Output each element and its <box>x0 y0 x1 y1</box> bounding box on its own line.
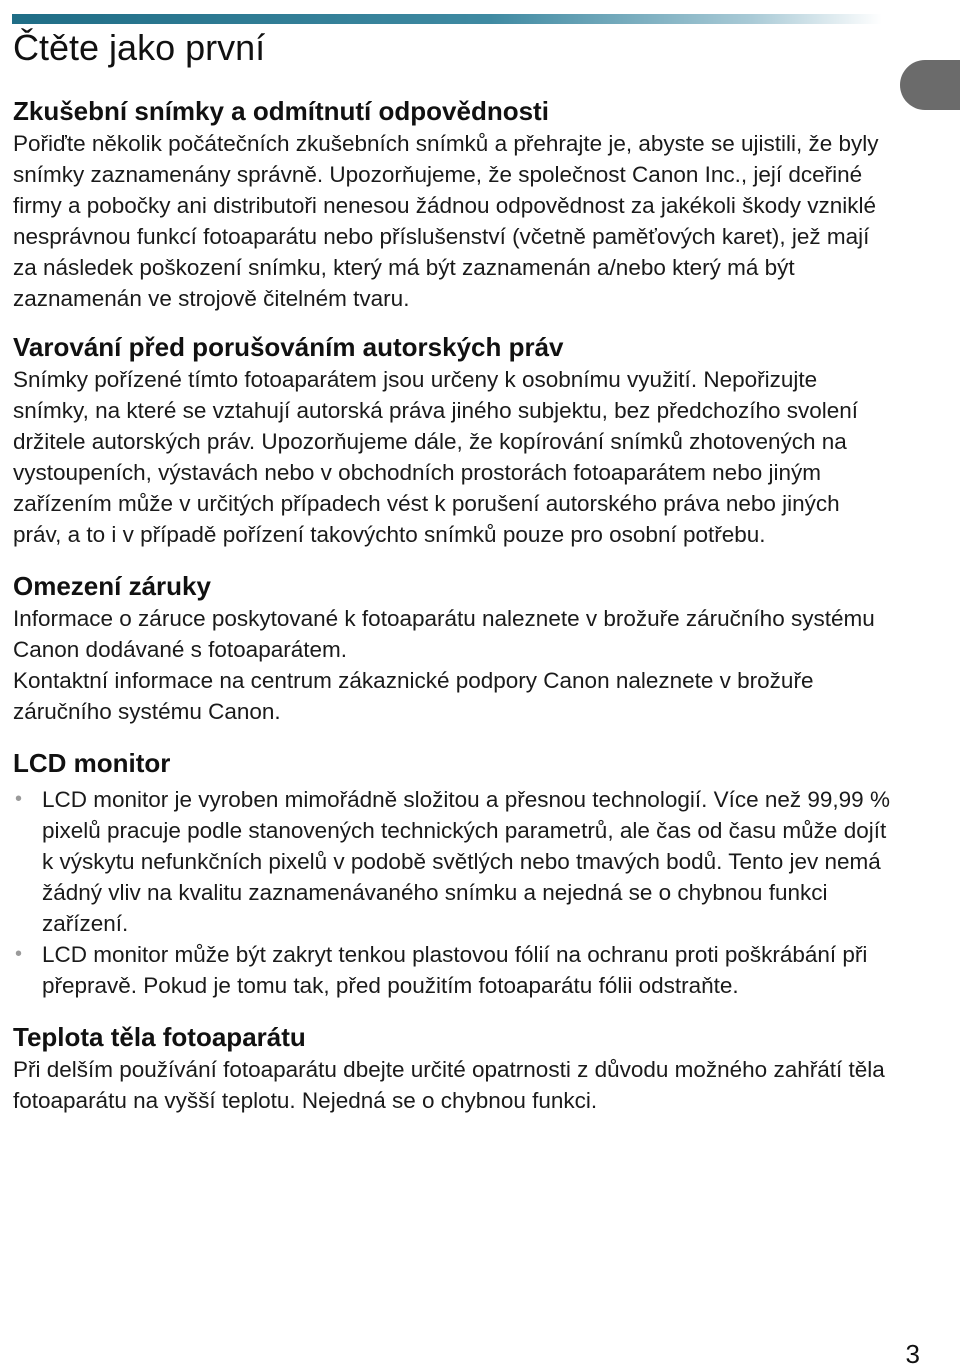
page-title: Čtěte jako první <box>13 27 266 68</box>
section-paragraph: Pořiďte několik počátečních zkušebních snímků a přehrajte je, abyste se ujistili, že byly snímky zaznamenány správně. Upozorňujeme, že společnost Canon Inc., její dceřiné firmy a pobočky ani distributoři nenesou žádnou odpovědnost za jakékoli škody vzniklé nesprávnou funkcí fotoaparátu nebo příslušenství (včetně paměťových karet), jež mají za následek poškození snímku, který má být zaznamenán a/nebo který má být zaznamenán ve strojově čitelném tvaru. <box>13 131 879 311</box>
header-color-bar <box>12 14 882 24</box>
chapter-tab <box>900 60 960 110</box>
section-paragraph: Při delším používání fotoaparátu dbejte určité opatrnosti z důvodu možného zahřátí těla fotoaparátu na vyšší teplotu. Nejedná se o chybnou funkci. <box>13 1057 885 1113</box>
section-warranty <box>13 569 893 727</box>
list-item-text: LCD monitor je vyroben mimořádně složitou a přesnou technologií. Více než 99,99 % pixelů pracuje podle stanovených technických parametrů, ale čas od času může dojít k výskytu nefunkčních pixelů v podobě světlých nebo tmavých bodů. Tento jev nemá žádný vliv na kvalitu zaznamenávaného snímku a nejedná se o chybnou funkci zařízení. <box>42 787 890 936</box>
section-body-temperature <box>13 1020 893 1116</box>
section-paragraph: Snímky pořízené tímto fotoaparátem jsou určeny k osobnímu využití. Nepořizujte snímky, na které se vztahují autorská práva jiného subjektu, bez předchozího svolení držitele autorských práv. Upozorňujeme dále, že kopírování snímků zhotovených na vystoupeních, výstavách nebo v obchodních prostorách fotoaparátem nebo jiným zařízením může v určitých případech vést k porušení autorského práva nebo jiných práv, a to i v případě pořízení takovýchto snímků pouze pro osobní potřebu. <box>13 367 859 547</box>
page-content <box>13 94 893 1116</box>
section-paragraph: Informace o záruce poskytované k fotoaparátu naleznete v brožuře záručního systému Canon dodávané s fotoaparátem. <box>13 606 875 662</box>
section-test-shots <box>13 94 893 314</box>
page-number: 3 <box>905 1339 920 1369</box>
section-heading: LCD monitor <box>13 748 171 778</box>
section-heading: Zkušební snímky a odmítnutí odpovědnosti <box>13 96 549 126</box>
bullet-list <box>13 784 893 1001</box>
section-heading: Teplota těla fotoaparátu <box>13 1022 306 1052</box>
section-copyright <box>13 330 893 550</box>
section-lcd-monitor <box>13 746 893 1001</box>
list-item <box>13 939 893 1001</box>
section-heading: Varování před porušováním autorských práv <box>13 332 564 362</box>
bullet-icon: • <box>15 788 23 810</box>
list-item <box>13 784 893 939</box>
bullet-icon: • <box>15 943 23 965</box>
section-paragraph: Kontaktní informace na centrum zákaznické podpory Canon naleznete v brožuře záručního systému Canon. <box>13 668 814 724</box>
list-item-text: LCD monitor může být zakryt tenkou plastovou fólií na ochranu proti poškrábání při přepravě. Pokud je tomu tak, před použitím fotoaparátu fólii odstraňte. <box>42 942 868 998</box>
section-heading: Omezení záruky <box>13 571 211 601</box>
